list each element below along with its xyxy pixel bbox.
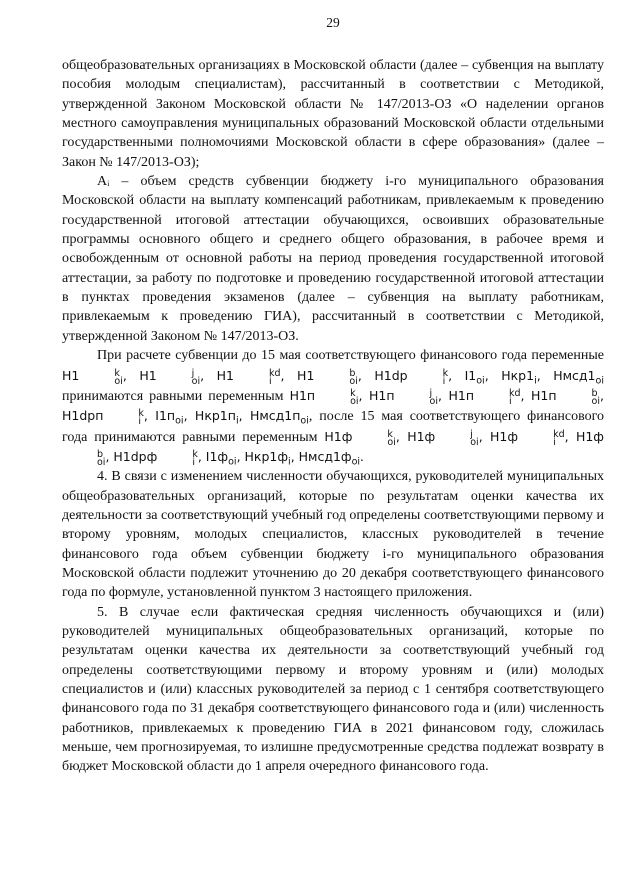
paragraph-3-formula-variables: При расчете субвенции до 15 мая соответствующего финансового года переменные H1 k oi , H1 j oi , H1 kd i , H1 b oi , H1dp k i , $I1_{oi}$, $Hкр1_i$, $Hмсд1_{oi}$ принимаются равными переменным H1п k oi , H1п j oi , H1п kd i , H1п b oi , H1dpп k i , $I1п_{oi}$, $Hкр1п_i$, $Hмсд1п_{oi}$, после 15 мая соответствующего финансового года принимаются равными переменным H1ф k oi , H1ф j oi , H1ф kd i , H1ф b oi , H1dpф k i , $I1ф_{oi}$, $Hкр1ф_i$, $Hмсд1ф_{oi}$. [62,348,605,468]
paragraph-4: 4. В связи с изменением численности обучающихся, руководителей муниципальных общеобразовательных организаций, которые по результатам оценки качества их деятельности за соответствующий учебный год определены соответствующими первому и второму уровням, молодых специалистов, классных руководителей в течение финансового года объем субвенции бюджету i-го муниципального образования Московской области подлежит уточнению до 20 декабря соответствующего финансового года по формуле, установленной пунктом 3 настоящего приложения. [62,469,604,601]
paragraph-3-text-1: При расчете субвенции до 15 мая соответствующего финансового года переменные [97,348,604,364]
paragraph-5: 5. В случае если фактическая средняя численность обучающихся и (или) руководителей муниципальных общеобразовательных организаций, которые по результатам оценки качества их деятельности за соответствующий учебный год определены соответствующими первому и второму уровням и (или) молодых специалистов и (или) классных руководителей за период с 1 сентября соответствующего финансового года по 31 декабря соответствующего финансового года и (или) численность работников, привлекаемых к проведению ГИА в 2021 финансовом году, сложилась меньше, чем прогнозируемая, то излишне предусмотренные средства подлежат возврату в бюджет Московской области до 1 апреля очередного финансового года. [62,604,604,775]
page-number: 29 [326,15,340,30]
paragraph-1: общеобразовательных организациях в Московской области (далее – субвенция на выплату пособия молодым специалистам), рассчитанный в соответствии с Методикой, утвержденной Законом Московской области № 147/2013-ОЗ «О наделении органов местного самоуправления муниципальных образований Московской области отдельными государственными полномочиями Московской области в сфере образования» (далее – Закон № 147/2013-ОЗ); [62,58,604,170]
paragraph-3-text-2: принимаются равными переменным [62,388,284,404]
paragraph-2: Aᵢ – объем средств субвенции бюджету i-го муниципального образования Московской области на выплату компенсаций работникам, привлекаемым к проведению государственной итоговой аттестации обучающихся, освоивших образовательные программы основного общего и среднего общего образования, в рабочее время и освобожденным от основной работы на период проведения государственной итоговой аттестации, за работу по подготовке и проведению государственной итоговой аттестации в пунктах проведения экзаменов (далее – субвенция на выплату работникам, привлекаемым к проведению ГИА), рассчитанный в соответствии с Методикой, утвержденной Законом № 147/2013-ОЗ. [62,174,604,344]
paragraph-3-text-3: после 15 мая соответствующего финансового года принимаются равными переменным [62,409,605,445]
